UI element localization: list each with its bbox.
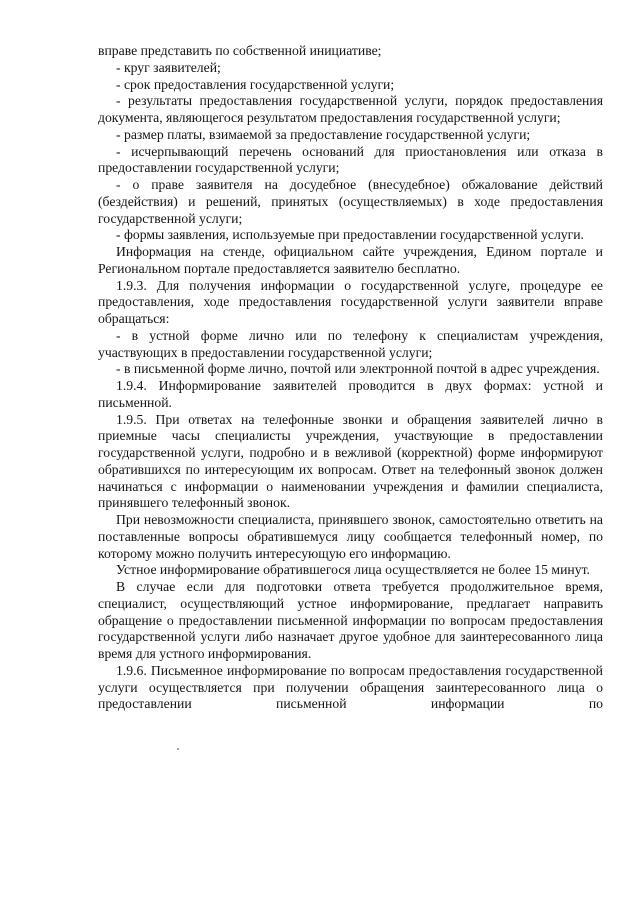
section-1-9-4: 1.9.4. Информирование заявителей проводится в двух формах: устной и письменной.: [98, 378, 603, 410]
list-item-appeal: - о праве заявителя на досудебное (внесудебное) обжалование действий (бездействия) и решений, принятых (осуществляемых) в ходе предоставления государственной услуги;: [98, 177, 603, 226]
scan-speck: [177, 748, 179, 750]
list-item-forms: - формы заявления, используемые при предоставлении государственной услуги.: [116, 227, 584, 243]
list-item-written: - в письменной форме лично, почтой или электронной почтой в адрес учреждения.: [116, 361, 600, 377]
list-item-oral: - в устной форме лично или по телефону к специалистам учреждения, участвующих в предоставлении государственной услуги;: [98, 327, 603, 360]
list-item-grounds: - исчерпывающий перечень оснований для приостановления или отказа в предоставлении государственной услуги;: [98, 143, 603, 176]
paragraph-free-info: Информация на стенде, официальном сайте учреждения, Едином портале и Региональном портале предоставляется заявителю бесплатно.: [98, 244, 603, 276]
section-1-9-5: 1.9.5. При ответах на телефонные звонки и обращения заявителей лично в приемные часы специалисты учреждения, участвующие в предоставлении государственной услуги, подробно и в вежливой (корректной) форме информируют обратившихся по интересующим их вопросам. Ответ на телефонный звонок должен начинаться с информации о наименовании учреждения и фамилии специалиста, принявшего телефонный звонок.: [98, 411, 603, 511]
list-item-fee: - размер платы, взимаемой за предоставление государственной услуги;: [116, 126, 531, 142]
paragraph-long-answer: В случае если для подготовки ответа требуется продолжительное время, специалист, осуществляющий устное информирование, предлагает направить обращение о предоставлении письменной информации по вопросам предоставления государственной услуги либо назначает другое удобное для заинтересованного лица время для устного информирования.: [98, 579, 603, 661]
list-item-applicants: - круг заявителей;: [116, 59, 221, 75]
document-body: [98, 43, 603, 713]
section-1-9-6: 1.9.6. Письменное информирование по вопросам предоставления государственной услуги осуществляется при получении обращения заинтересованного лица о предоставлении письменной информации по: [98, 662, 603, 712]
list-item-term: - срок предоставления государственной услуги;: [116, 76, 395, 92]
paragraph-unable-answer: При невозможности специалиста, принявшего звонок, самостоятельно ответить на поставленные вопросы обратившемуся лицу сообщается телефонный номер, по которому можно получить интересующую его информацию.: [98, 512, 603, 561]
list-item-results: - результаты предоставления государственной услуги, порядок предоставления документа, являющегося результатом предоставления государственной услуги;: [98, 93, 603, 125]
paragraph-intro: вправе представить по собственной инициативе;: [98, 43, 382, 58]
paragraph-time-limit: Устное информирование обратившегося лица осуществляется не более 15 минут.: [116, 562, 590, 578]
section-1-9-3: 1.9.3. Для получения информации о государственной услуге, процедуре ее предоставления, ходе предоставления государственной услуги заявители вправе обращаться:: [98, 277, 603, 326]
